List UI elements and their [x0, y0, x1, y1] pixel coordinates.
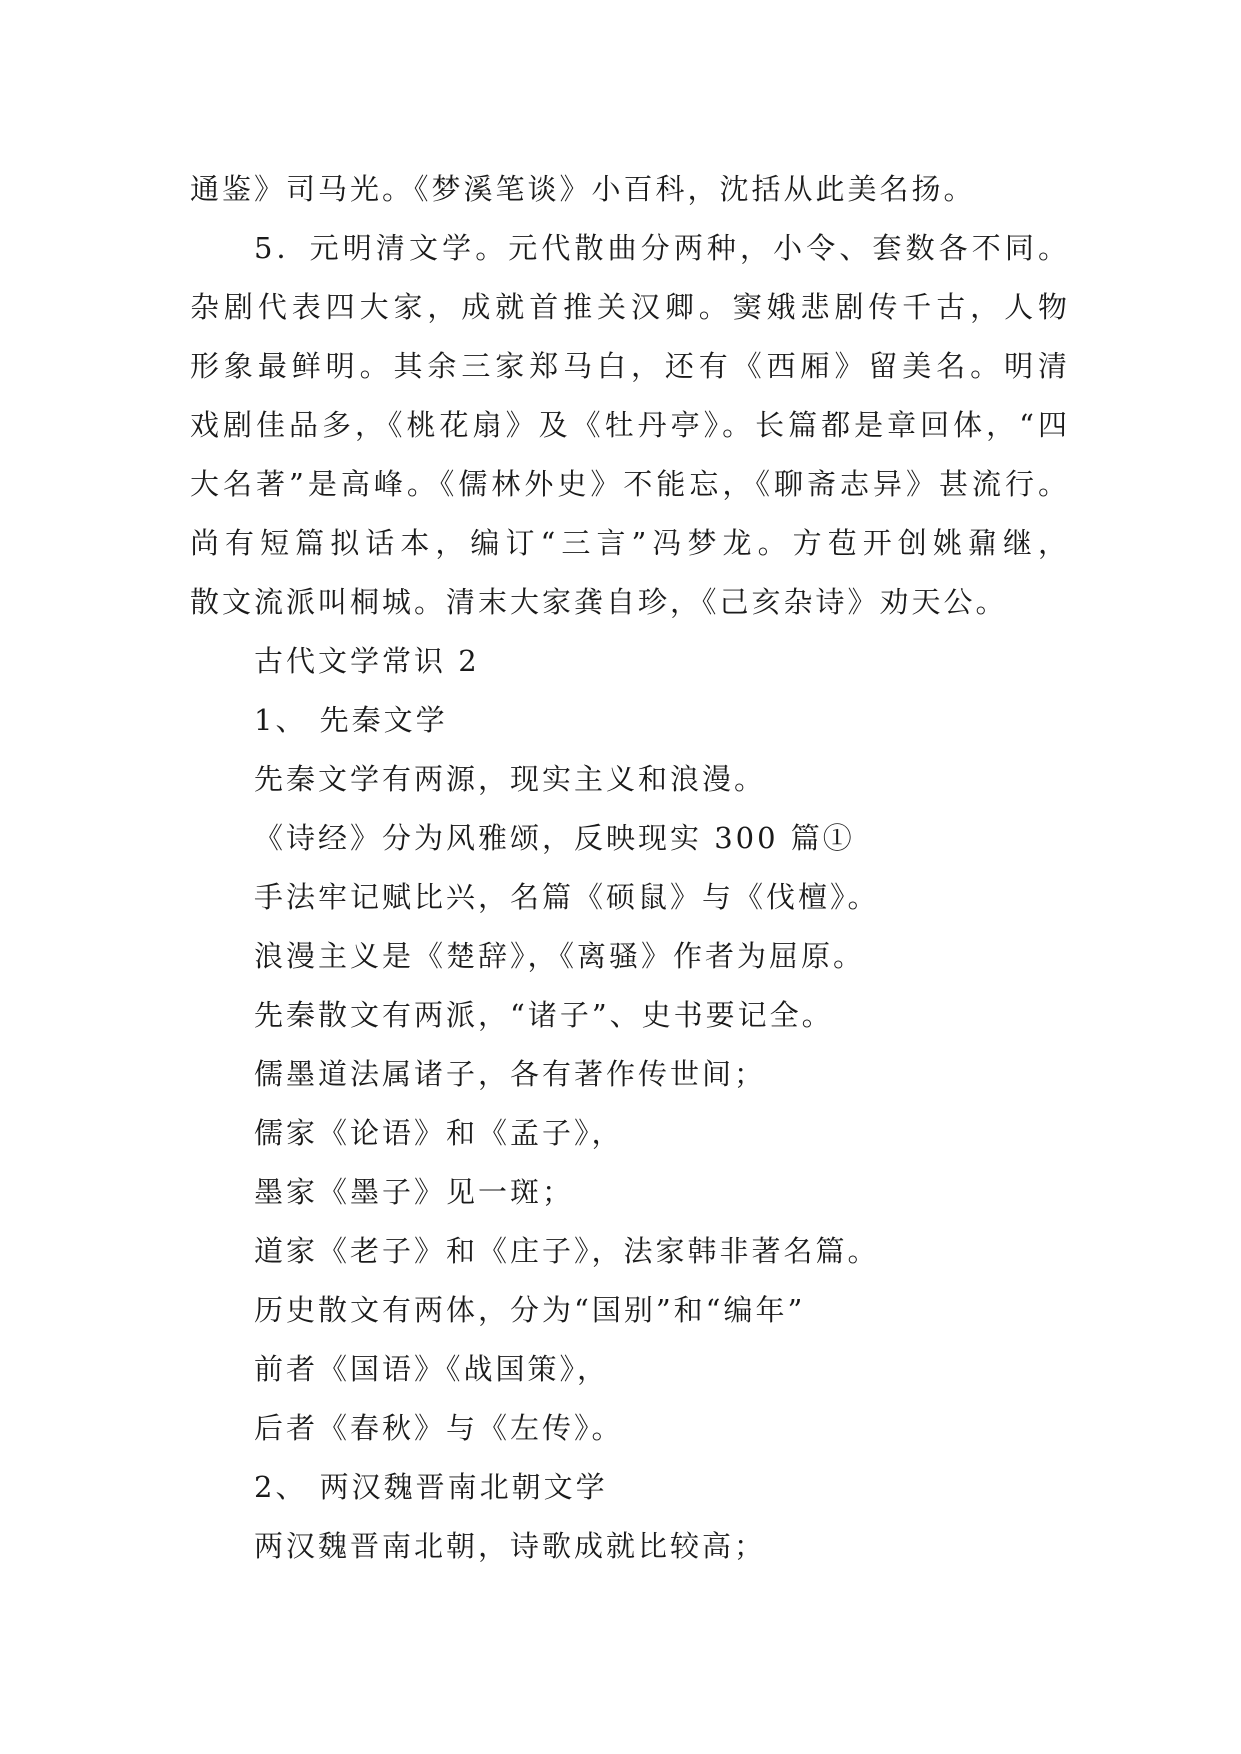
verse-line: 先秦文学有两源，现实主义和浪漫。	[254, 762, 767, 796]
document-body	[190, 160, 1070, 1576]
verse-line: 两汉魏晋南北朝，诗歌成就比较高；	[254, 1529, 767, 1563]
verse-line: 后者《春秋》与《左传》。	[254, 1411, 624, 1445]
verse-line: 先秦散文有两派，“诸子”、史书要记全。	[254, 998, 834, 1032]
text-line: 5．元明清文学。元代散曲分两种，小令、套数各不同。	[254, 231, 1070, 265]
text-line: 大名著”是高峰。《儒林外史》不能忘，《聊斋志异》甚流行。	[190, 467, 1070, 501]
verse-line: 《诗经》分为风雅颂，反映现实 300 篇①	[254, 821, 855, 855]
verse-line: 前者《国语》《战国策》，	[254, 1352, 610, 1386]
text-line: 尚有短篇拟话本，编订“三言”冯梦龙。方苞开创姚鼐继，	[190, 526, 1070, 560]
text-line: 戏剧佳品多，《桃花扇》及《牡丹亭》。长篇都是章回体，“四	[190, 408, 1070, 442]
verse-line: 手法牢记赋比兴，名篇《硕鼠》与《伐檀》。	[254, 880, 880, 914]
text-line: 散文流派叫桐城。清末大家龚自珍，《己亥杂诗》劝天公。	[190, 585, 1008, 619]
verse-line: 儒家《论语》和《孟子》，	[254, 1116, 624, 1150]
verse-line: 儒墨道法属诸子，各有著作传世间；	[254, 1057, 767, 1091]
section-heading: 古代文学常识 2	[254, 644, 480, 678]
verse-line: 浪漫主义是《楚辞》，《离骚》作者为屈原。	[254, 939, 866, 973]
verse-line: 道家《老子》和《庄子》，法家韩非著名篇。	[254, 1234, 880, 1268]
verse-line: 历史散文有两体，分为“国别”和“编年”	[254, 1293, 806, 1327]
verse-line: 墨家《墨子》见一斑；	[254, 1175, 575, 1209]
text-line: 通鉴》司马光。《梦溪笔谈》小百科，沈括从此美名扬。	[190, 172, 976, 206]
text-line: 形象最鲜明。其余三家郑马白，还有《西厢》留美名。明清	[190, 349, 1070, 383]
text-line: 杂剧代表四大家，成就首推关汉卿。窦娥悲剧传千古，人物	[190, 290, 1070, 324]
subsection-heading: 2、 两汉魏晋南北朝文学	[254, 1470, 608, 1504]
subsection-heading: 1、 先秦文学	[254, 703, 448, 737]
